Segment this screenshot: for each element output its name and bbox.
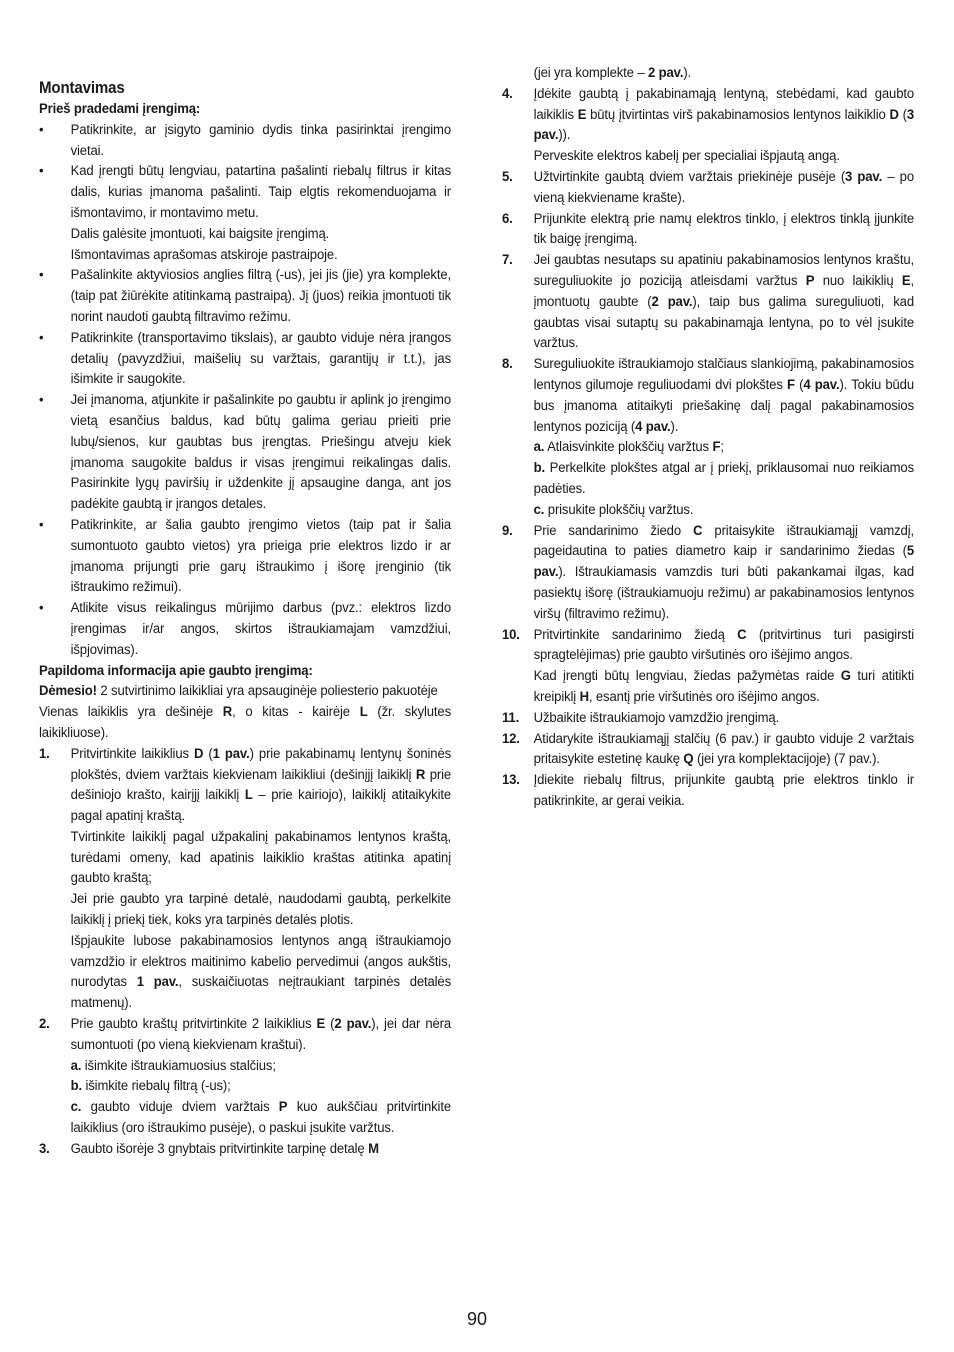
attention-label: Dėmesio! [39,682,97,699]
bullet-marker: • [39,162,44,179]
step-11: 11. Užbaikite ištraukiamojo vamzdžio įrengimą. [502,707,914,728]
bullet-item [39,327,451,389]
step-number: 12. [502,729,520,746]
bullet-marker: • [39,328,44,345]
step-number: 5. [502,167,513,184]
additional-info-title: Papildoma informacija apie gaubto įrengimą: [39,661,313,678]
bullet-item [39,160,451,222]
step-4: 4. Įdėkite gaubtą į pakabinamąją lentyną, stebėdami, kad gaubto laikiklis E būtų įtvirtintas virš pakabinamosios lentynos laikiklio D (3 pav.)). Perveskite elektros kabelį per specialiai išpjautą angą. [502,84,914,164]
bullet-item [39,389,451,514]
step-8: 8. Sureguliuokite ištraukiamojo stalčiaus slankiojimą, pakabinamosios lentynos gilumoje reguliuodami dvi plokštes F (4 pav.). Tokiu būdu bus įmanoma atitaikyti priešakinę dalį pagal pakabinamosios lentynos poziciją (4 pav.). a. Atlaisvinkite plokščių varžtus F; b. Perkelkite plokštes atgal ar į priekį, priklausomai nuo reikiamos padėties. c. prisukite plokščių varžtus. [502,355,914,517]
step-number: 1. [39,744,50,761]
bullet-text: Atlikite visus reikalingus mūrijimo darbus (pvz.: elektros lizdo įrengimas ir/ar angos, skirtos ištraukiamajam vamzdžiui, išpjovimas). [70,599,451,657]
step-number: 2. [39,1015,50,1032]
section-heading: Montavimas [39,79,125,97]
right-column [502,62,914,811]
bullet-marker: • [39,120,44,137]
step-12: 12. Atidarykite ištraukiamąjį stalčių (6 pav.) ir gaubto viduje 2 varžtais pritaisykite estetinę kaukę Q (jei yra komplektacijoje) (7 pav.). [502,729,914,767]
bullet-item [39,597,451,659]
bullet-marker: • [39,515,44,532]
bullet-marker: • [39,391,44,408]
step-6: 6. Prijunkite elektrą prie namų elektros tinklo, į elektros tinklą įjunkite tik baigę įrengimą. [502,209,914,247]
step-13: 13. Įdiekite riebalų filtrus, prijunkite gaubtą prie elektros tinklo ir patikrinkite, ar gerai veikia. [502,771,914,808]
before-installation-title: Prieš pradedami įrengimą: [39,100,201,116]
holders-note: Vienas laikiklis yra dešinėje R, o kitas - kairėje L (žr. skylutes laikikliuose). [39,703,452,740]
bullet-note: Dalis galėsite įmontuoti, kai baigsite įrengimą. [70,224,330,241]
step-number: 6. [502,209,513,226]
step-number: 4. [502,84,513,101]
bullet-marker: • [39,266,44,283]
bullet-text: Patikrinkite (transportavimo tikslais), ar gaubto viduje nėra įrangos detalių (pavyzdžiui, maišelių su varžtais, garantijų ir t.t.), jas išimkite ir saugokite. [70,328,451,387]
bullet-text: Patikrinkite, ar šalia gaubto įrengimo vietos (taip pat ir šalia sumontuoto gaubto vietos) yra prieiga prie elektros lizdo ir ar įmanoma prijungti prie garų ištraukimo į išorę įrenginio (tik ištraukimo režimui). [70,515,451,595]
bullet-note: Išmontavimas aprašomas atskiroje pastraipoje. [70,245,338,262]
step-3-continuation: (jei yra komplekte – 2 pav.). [533,64,692,80]
step-number: 3. [39,1139,50,1156]
bullet-text: Patikrinkite, ar įsigyto gaminio dydis tinka pasirinktai įrengimo vietai. [70,120,451,158]
step-9: 9. Prie sandarinimo žiedo C pritaisykite ištraukiamąjį vamzdį, pageidautina to paties diametro kaip ir sandarinimo žiedas (5 pav.). Ištraukiamasis vamzdis turi būti pakankamai ilgas, kad pasiektų išorę (ištraukiamuoju režimu) ar pakabinamosios lentynos viršų (filtravimo režimu). [502,521,914,621]
bullet-text: Kad įrengti būtų lengviau, patartina pašalinti riebalų filtrus ir kitas dalis, kurias įmanoma pašalinti. Taip elgtis rekomenduojama ir išmontavimo, ir montavimo metu. [70,162,451,220]
bullet-item [39,264,451,326]
page-number: 90 [466,1309,488,1329]
step-5: 5. Užtvirtinkite gaubtą dviem varžtais priekinėje pusėje (3 pav. – po vieną kiekviename krašte). [502,167,914,205]
step-1: 1. Pritvirtinkite laikiklius D (1 pav.) prie pakabinamų lentynų šoninės plokštės, dviem varžtais kiekvienam laikikliui (dešinįjį laikiklį R prie dešiniojo krašto, kairįjį laikiklį L – prie kairiojo), laikiklį atitaikykite pagal apatinį kraštą. Tvirtinkite laikiklį pagal užpakalinį pakabinamos lentynos kraštą, turėdami omeny, kad apatinis laikiklio kraštas atitinka apatinį gaubto kraštą; Jei prie gaubto yra tarpinė detalė, naudodami gaubtą, perkelkite laikiklį į priekį tiek, koks yra tarpinės detalės plotis. Išpjaukite lubose pakabinamosios lentynos angą ištraukiamojo vamzdžio ir elektros maitinimo kabelio pervedimui (angos aukštis, nurodytas 1 pav., suskaičiuotas neįtraukiant tarpinės detalės matmenų). [39,744,452,1011]
bullet-item [39,119,451,161]
step-number: 9. [502,521,513,538]
step-number: 11. [502,708,520,725]
bullet-text: Pašalinkite aktyviosios anglies filtrą (-us), jei jis (jie) yra komplekte, (taip pat žiūrėkite atitinkamą pastraipą). Jį (juos) reikia įmontuoti tik norint naudoti gaubtą filtravimo režimu. [70,266,451,324]
bullet-item [39,514,451,597]
step-2: 2. Prie gaubto kraštų pritvirtinkite 2 laikiklius E (2 pav.), jei dar nėra sumontuoti (po vieną kiekvienam kraštui). a. išimkite ištraukiamuosius stalčius; b. išimkite riebalų filtrą (-us); c. gaubto viduje dviem varžtais P kuo aukščiau pritvirtinkite laikiklius (oro ištraukimo pusėje), o paskui įsukite varžtus. [39,1015,451,1136]
bullet-marker: • [39,599,44,616]
step-3: 3. Gaubto išorėje 3 gnybtais pritvirtinkite tarpinę detalę M [39,1138,451,1159]
step-10: 10. Pritvirtinkite sandarinimo žiedą C (pritvirtinus turi pasigirsti spragtelėjimas) prie gaubto viršutinės oro išėjimo angos. Kad įrengti būtų lengviau, žiedas pažymėtas raide G turi atitikti kreipiklį H, esantį prie viršutinės oro išėjimo angos. [502,625,914,704]
step-number: 10. [502,625,520,642]
step-number: 7. [502,251,513,268]
left-column [39,78,451,1159]
bullet-text: Jei įmanoma, atjunkite ir pašalinkite po gaubtu ir aplink jo įrengimo vietą esančius baldus, kad būtų galima geriau prieiti prie lubų/sienos, kur gaubtas bus įrengtas. Priešingu atveju kiek įmanoma saugokite baldus ir visas įrengimui reikalingas dalis. Pasirinkite lygų paviršių ir uždenkite jį apsaugine danga, ant jos padėkite gaubtą ir įrangos detales. [70,391,451,512]
step-number: 8. [502,355,513,372]
attention-note: Dėmesio! 2 sutvirtinimo laikikliai yra apsauginėje poliesterio pakuotėje [39,682,438,699]
step-7: 7. Jei gaubtas nesutaps su apatiniu pakabinamosios lentynos kraštu, sureguliuokite jo poziciją atleisdami varžtus P nuo laikiklių E, įmontuotų gaubte (2 pav.), taip bus galima sureguliuoti, kad gaubtas visai sutaptų su pakabinamąja lentyna, po to vėl įsukite varžtus. [502,251,914,351]
step-number: 13. [502,771,520,788]
